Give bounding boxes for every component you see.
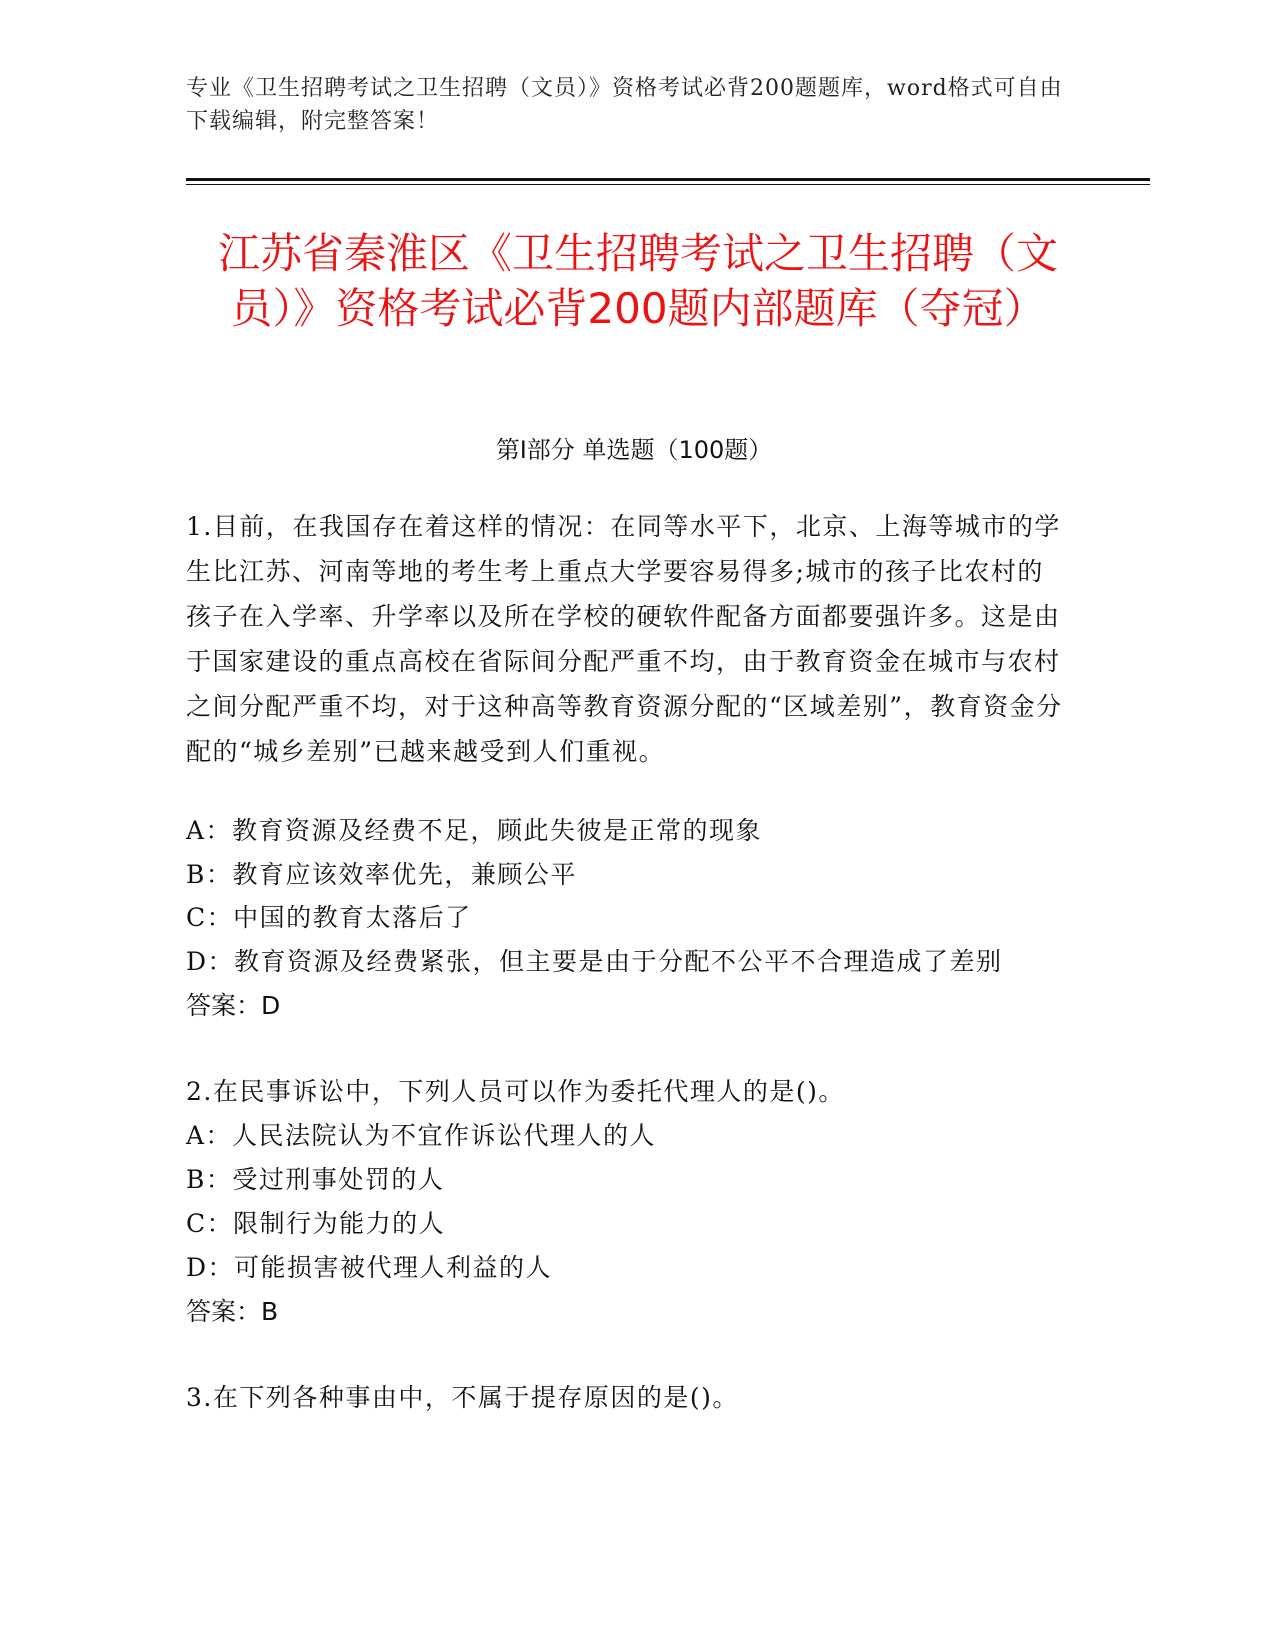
question-1-text: 1.目前，在我国存在着这样的情况：在同等水平下，北京、上海等城市的学生比江苏、河南等地的考生考上重点大学要容易得多;城市的孩子比农村的孩子在入学率、升学率以及所在学校的硬软件配备方面都要强许多。这是由于国家建设的重点高校在省际间分配严重不均，由于教育资金在城市与农村之间分配严重不均，对于这种高等教育资源分配的“区域差别”，教育资金分配的“城乡差别”已越来越受到人们重视。 xyxy=(186,512,1063,766)
question-2-option-a: A：人民法院认为不宜作诉讼代理人的人 xyxy=(186,1121,657,1150)
question-1-answer: 答案：D xyxy=(186,991,281,1020)
question-2-answer: 答案：B xyxy=(186,1297,279,1326)
question-2-text: 2.在民事诉讼中，下列人员可以作为委托代理人的是()。 xyxy=(186,1077,845,1106)
question-2-option-d: D：可能损害被代理人利益的人 xyxy=(186,1253,553,1282)
question-2-option-c: C：限制行为能力的人 xyxy=(186,1209,446,1238)
document-title: 江苏省秦淮区《卫生招聘考试之卫生招聘（文员）》资格考试必背200题内部题库（夺冠） xyxy=(217,229,1058,333)
question-1-option-c: C：中国的教育太落后了 xyxy=(186,903,472,932)
header-rule-thick xyxy=(186,178,1150,181)
header-note: 专业《卫生招聘考试之卫生招聘（文员）》资格考试必背200题题库，word格式可自由下载编辑，附完整答案！ xyxy=(186,76,1063,134)
section-heading: 第Ⅰ部分 单选题（100题） xyxy=(495,436,773,464)
question-3-text: 3.在下列各种事由中，不属于提存原因的是()。 xyxy=(186,1383,739,1412)
header-rule-thin xyxy=(186,184,1150,185)
question-1-option-a: A：教育资源及经费不足，顾此失彼是正常的现象 xyxy=(186,816,763,845)
question-1-option-d: D：教育资源及经费紧张，但主要是由于分配不公平不合理造成了差别 xyxy=(186,947,1003,976)
question-2-option-b: B：受过刑事处罚的人 xyxy=(186,1165,445,1194)
question-1-option-b: B：教育应该效率优先，兼顾公平 xyxy=(186,860,577,889)
